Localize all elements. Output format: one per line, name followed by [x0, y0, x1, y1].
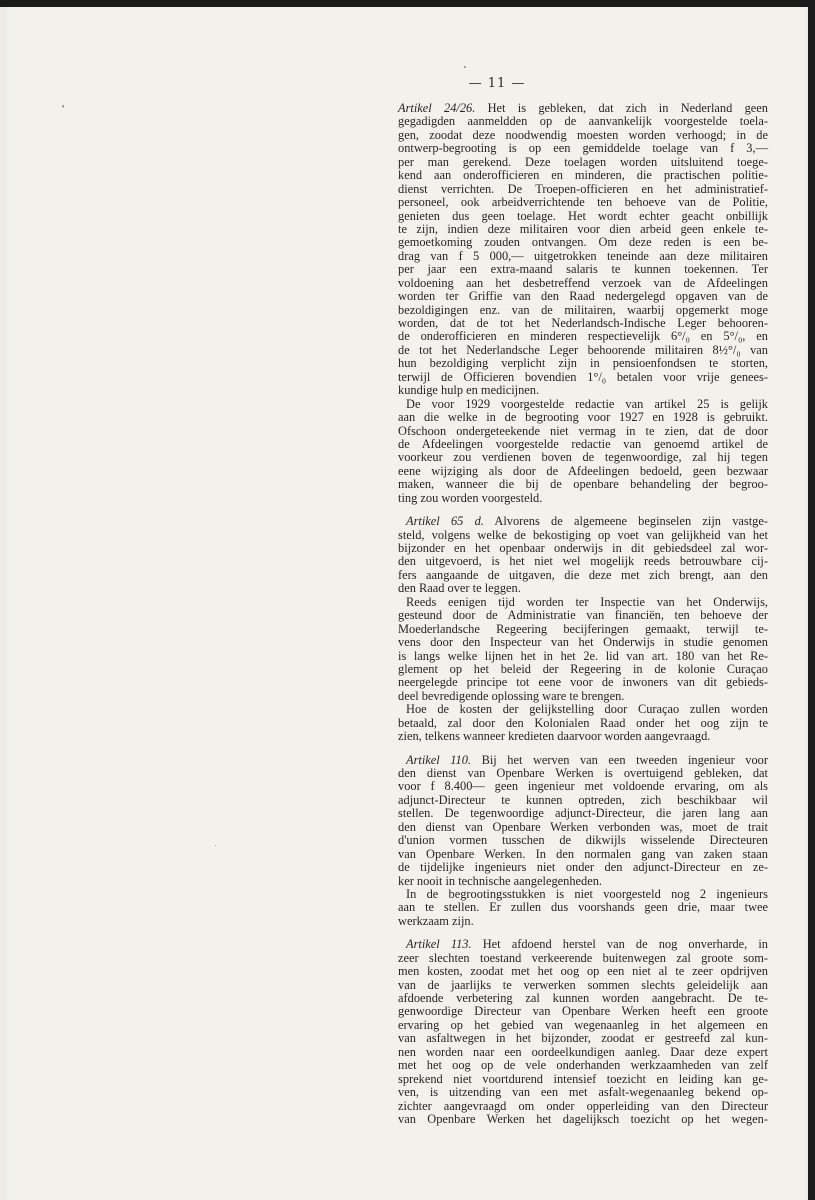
- line-text: sprekend niet voortdurend intensief toezicht en leiding kan ge-: [398, 1071, 768, 1086]
- text-line: [398, 663, 768, 676]
- line-text: kend aan onderofficieren en minderen, die practischen politie-: [398, 168, 768, 183]
- line-text: maken, wanneer die bij de openbare behandeling der begroo-: [398, 477, 768, 492]
- text-line: [398, 609, 768, 622]
- text-line: [398, 861, 768, 874]
- text-line: [398, 767, 768, 780]
- text-line: [398, 992, 768, 1005]
- text-line: [398, 515, 768, 528]
- text-line: [398, 438, 768, 451]
- line-text: glement op het beleid der Regeering in de kolonie Curaçao: [398, 661, 768, 676]
- text-line: [398, 717, 768, 730]
- line-text: gegadigden aanmeldden op de aanvankelijk voorgestelde toela-: [398, 114, 768, 129]
- paper-speck: [464, 66, 466, 68]
- line-text: den dienst van Openbare Werken verbonden was, moet de trait: [398, 819, 768, 834]
- text-line: [398, 263, 768, 276]
- text-line: [398, 901, 768, 914]
- line-text: voorkeur zou verdienen boven de tegenwoordige, zal hij tegen: [398, 450, 768, 465]
- line-text: De voor 1929 voorgestelde redactie van artikel 25 is gelijk: [406, 396, 768, 411]
- line-text: met het oog op de vele onderhanden werkzaamheden van zelf: [398, 1058, 768, 1073]
- text-line: [398, 223, 768, 236]
- text-line: [398, 1059, 768, 1072]
- line-text: betaald, zal door den Kolonialen Raad onder het oog zijn te: [398, 715, 768, 730]
- page-number: — 11 —: [468, 76, 526, 91]
- text-line: [398, 371, 768, 384]
- line-text: nen worden naar een oordeelkundigen aanleg. Daar deze expert: [398, 1044, 768, 1059]
- line-text: de tijdelijke ingenieurs niet onder den adjunct-Directeur en ze-: [398, 860, 768, 875]
- line-text: Alvorens de algemeene beginselen zijn vastge-: [483, 514, 768, 529]
- text-line: [398, 478, 768, 491]
- text-line: [398, 330, 768, 343]
- line-text: van Openbare Werken het dagelijksch toezicht op het wegen-: [398, 1111, 768, 1126]
- line-text: Het is gebleken, dat zich in Nederland geen: [475, 101, 768, 115]
- line-text: men kosten, zoodat met het oog op een niet al te zeer opdrijven: [398, 964, 768, 979]
- line-text: eene wijziging als door de Afdeelingen bedoeld, geen bezwaar: [398, 463, 768, 478]
- line-text: stellen. De tegenwoordige adjunct-Directeur, die jaren lang aan: [398, 806, 768, 821]
- text-line: [398, 848, 768, 861]
- text-line: [398, 129, 768, 142]
- text-line: [398, 636, 768, 649]
- line-text: den uitgevoerd, is het niet wel mogelijk reeds betrouwbare cij-: [398, 554, 768, 569]
- article-reference: Artikel 110.: [406, 752, 472, 767]
- text-line: [398, 1086, 768, 1099]
- scan-edge-right: [808, 0, 815, 1200]
- line-text: ven, is uitzending van een met asfalt-wegenaanleg bekend op-: [398, 1085, 768, 1100]
- paragraph: [398, 102, 768, 505]
- line-text: Het afdoend herstel van de nog onverharde, in: [471, 937, 768, 952]
- paragraph: [398, 515, 768, 743]
- text-line: [398, 236, 768, 249]
- scan-edge-top: [0, 0, 815, 7]
- text-line: [398, 754, 768, 767]
- text-line: [398, 451, 768, 464]
- line-text: vens door den Inspecteur van het Onderwijs in studie genomen: [398, 635, 768, 650]
- text-line: [398, 102, 768, 115]
- text-line: [398, 1100, 768, 1113]
- text-line: [398, 1113, 768, 1126]
- line-text: worden ter Griffie van den Raad nedergelegd opgaven van de: [398, 289, 768, 304]
- text-line: [398, 169, 768, 182]
- text-line: [398, 875, 768, 888]
- line-text: den Raad over te leggen.: [398, 581, 521, 596]
- paragraph: [398, 938, 768, 1126]
- line-text: kundige hulp en medicijnen.: [398, 383, 540, 398]
- paper-speck: [215, 845, 216, 846]
- text-line: [398, 582, 768, 595]
- line-text: deel bevredigende oplossing ware te brengen.: [398, 688, 625, 703]
- text-line: [398, 317, 768, 330]
- line-text: gemoetkoming zouden ontvangen. Om deze reden is een be-: [398, 235, 768, 250]
- text-line: [398, 344, 768, 357]
- line-text: voldoening aan het desbetreffend verzoek van de Afdeelingen: [398, 275, 768, 290]
- line-text: bezoldigingen enz. van de militairen, waarbij opgemerkt moge: [398, 302, 768, 317]
- line-text: werkzaam zijn.: [398, 913, 474, 928]
- text-line: [398, 357, 768, 370]
- line-text: fers aangaande de uitgaven, die deze met zich brengt, aan den: [398, 567, 768, 582]
- text-line: [398, 398, 768, 411]
- line-text: ting zou worden voorgesteld.: [398, 490, 543, 505]
- line-text: afdoende verbetering zal kunnen worden aangebracht. De te-: [398, 991, 768, 1005]
- line-text: In de begrootingsstukken is niet voorgesteld nog 2 ingenieurs: [406, 886, 768, 901]
- text-line: [398, 1005, 768, 1018]
- article-reference: Artikel 24/26.: [398, 101, 476, 115]
- text-line: [398, 492, 768, 505]
- text-line: [398, 465, 768, 478]
- text-line: [398, 210, 768, 223]
- text-line: [398, 938, 768, 951]
- line-text: hun bezoldiging verplicht zijn in pensioenfondsen te storten,: [398, 356, 768, 371]
- line-text: aan te stellen. Er zullen dus voorshands geen drie, maar twee: [398, 900, 768, 915]
- line-text: te zijn, indien deze militairen voor dien arbeid geen enkele te-: [398, 221, 768, 236]
- text-line: [398, 650, 768, 663]
- line-text: ervaring op het gebied van wegenaanleg in het algemeen en: [398, 1017, 768, 1032]
- line-text: gesteund door de Administratie van financiën, ten behoeve der: [398, 608, 768, 623]
- line-text: per jaar een extra-maand salaris te kunnen toekennen. Ter: [398, 262, 768, 277]
- text-line: [398, 304, 768, 317]
- text-line: [398, 277, 768, 290]
- text-line: [398, 979, 768, 992]
- text-line: [398, 730, 768, 743]
- text-line: [398, 690, 768, 703]
- text-line: [398, 821, 768, 834]
- text-line: [398, 411, 768, 424]
- line-text: van de jaarlijks te verwerken sommen slechts geleidelijk aan: [398, 977, 768, 992]
- line-text: genieten dus geen toelage. Het wordt echter geacht onbillijk: [398, 208, 768, 223]
- text-line: [398, 290, 768, 303]
- text-line: [398, 780, 768, 793]
- line-text: steld, volgens welke de bekostiging op voet van gelijkheid van het: [398, 527, 768, 542]
- text-line: [398, 915, 768, 928]
- text-line: [398, 623, 768, 636]
- line-text: zeer slechten toestand verkeerende buitenwegen zal groote som-: [398, 950, 768, 965]
- text-line: [398, 888, 768, 901]
- text-line: [398, 1046, 768, 1059]
- line-text: terwijl de Officieren bovendien 1°/₀ betalen voor vrije genees-: [398, 369, 768, 384]
- line-text: den dienst van Openbare Werken is overtuigend gebleken, dat: [398, 766, 768, 780]
- line-text: de tot het Nederlandsche Leger behoorende militairen 8½°/₀ van: [398, 342, 768, 357]
- text-line: [398, 952, 768, 965]
- line-text: dienst verrichten. De Troepen-officieren en het administratief-: [398, 181, 768, 196]
- line-text: ker nooit in technische aangelegenheden.: [398, 873, 603, 888]
- line-text: is langs welke lijnen het in het 2e. lid van art. 180 van het Re-: [398, 648, 768, 663]
- text-line: [398, 834, 768, 847]
- line-text: Bij het werven van een tweeden ingenieur voor: [471, 752, 768, 767]
- text-line: [398, 794, 768, 807]
- line-text: neergelegde principe tot eene voor de inwoners van dit gebieds-: [398, 675, 768, 690]
- text-line: [398, 965, 768, 978]
- text-line: [398, 596, 768, 609]
- line-text: Ofschoon ondergeteekende niet vermag in te zien, dat de door: [398, 423, 768, 438]
- text-line: [398, 183, 768, 196]
- line-text: de Afdeelingen voorgestelde redactie van genoemd artikel de: [398, 436, 768, 451]
- body-text-column: [398, 102, 768, 1126]
- text-line: [398, 115, 768, 128]
- line-text: personeel, ook arbeidverrichtende ten behoeve van de Politie,: [398, 195, 768, 210]
- text-line: [398, 569, 768, 582]
- text-line: [398, 156, 768, 169]
- text-line: [398, 384, 768, 397]
- line-text: voor f 8.400— geen ingenieur met voldoende ervaring, om als: [398, 779, 768, 794]
- text-line: [398, 425, 768, 438]
- line-text: Moederlandsche Regeering becijferingen gemaakt, terwijl te-: [398, 621, 768, 636]
- text-line: [398, 807, 768, 820]
- text-line: [398, 529, 768, 542]
- line-text: drag van f 5 000,— uitgetrokken teneinde aan deze militairen: [398, 248, 768, 263]
- line-text: per man gerekend. Deze toelagen worden uitsluitend toege-: [398, 154, 768, 169]
- text-line: [398, 555, 768, 568]
- line-text: van asfaltwegen in het bijzonder, zoodat er gestreefd zal kun-: [398, 1031, 768, 1046]
- line-text: adjunct-Directeur te kunnen optreden, zich beschikbaar wil: [398, 792, 768, 807]
- line-text: gen, zoodat deze noodwendig moesten worden verhoogd; in de: [398, 127, 768, 142]
- line-text: ontwerp-begrooting is op een gemiddelde toelage van f 3,—: [398, 141, 768, 156]
- text-line: [398, 703, 768, 716]
- paper-speck: [63, 107, 64, 108]
- line-text: aan die welke in de begrooting voor 1927 en 1928 is gebruikt.: [398, 410, 768, 425]
- line-text: zien, telkens wanneer kredieten daarvoor worden aangevraagd.: [398, 729, 711, 744]
- line-text: Hoe de kosten der gelijkstelling door Curaçao zullen worden: [406, 702, 768, 717]
- article-reference: Artikel 113.: [406, 937, 472, 952]
- text-line: [398, 676, 768, 689]
- line-text: d'union vormen tusschen de dikwijls wisselende Directeuren: [398, 833, 768, 848]
- text-line: [398, 250, 768, 263]
- document-page: [7, 7, 805, 1200]
- line-text: de onderofficieren en minderen respectievelijk 6°/₀ en 5°/₀, en: [398, 329, 768, 344]
- line-text: van Openbare Werken. In den normalen gang van zaken staan: [398, 846, 768, 861]
- text-line: [398, 542, 768, 555]
- line-text: Reeds eenigen tijd worden ter Inspectie van het Onderwijs,: [406, 594, 768, 609]
- line-text: genwoordige Directeur van Openbare Werken heeft een groote: [398, 1004, 768, 1019]
- text-line: [398, 1019, 768, 1032]
- line-text: bijzonder en het openbaar onderwijs in dit gebiedsdeel zal wor-: [398, 541, 768, 555]
- line-text: zichter aangevraagd om onder opperleiding van den Directeur: [398, 1098, 768, 1113]
- text-line: [398, 1073, 768, 1086]
- text-line: [398, 196, 768, 209]
- text-line: [398, 142, 768, 155]
- line-text: worden, dat de tot het Nederlandsch-Indische Leger behooren-: [398, 316, 768, 330]
- article-reference: Artikel 65 d.: [406, 514, 484, 529]
- text-line: [398, 1032, 768, 1045]
- paragraph: [398, 754, 768, 929]
